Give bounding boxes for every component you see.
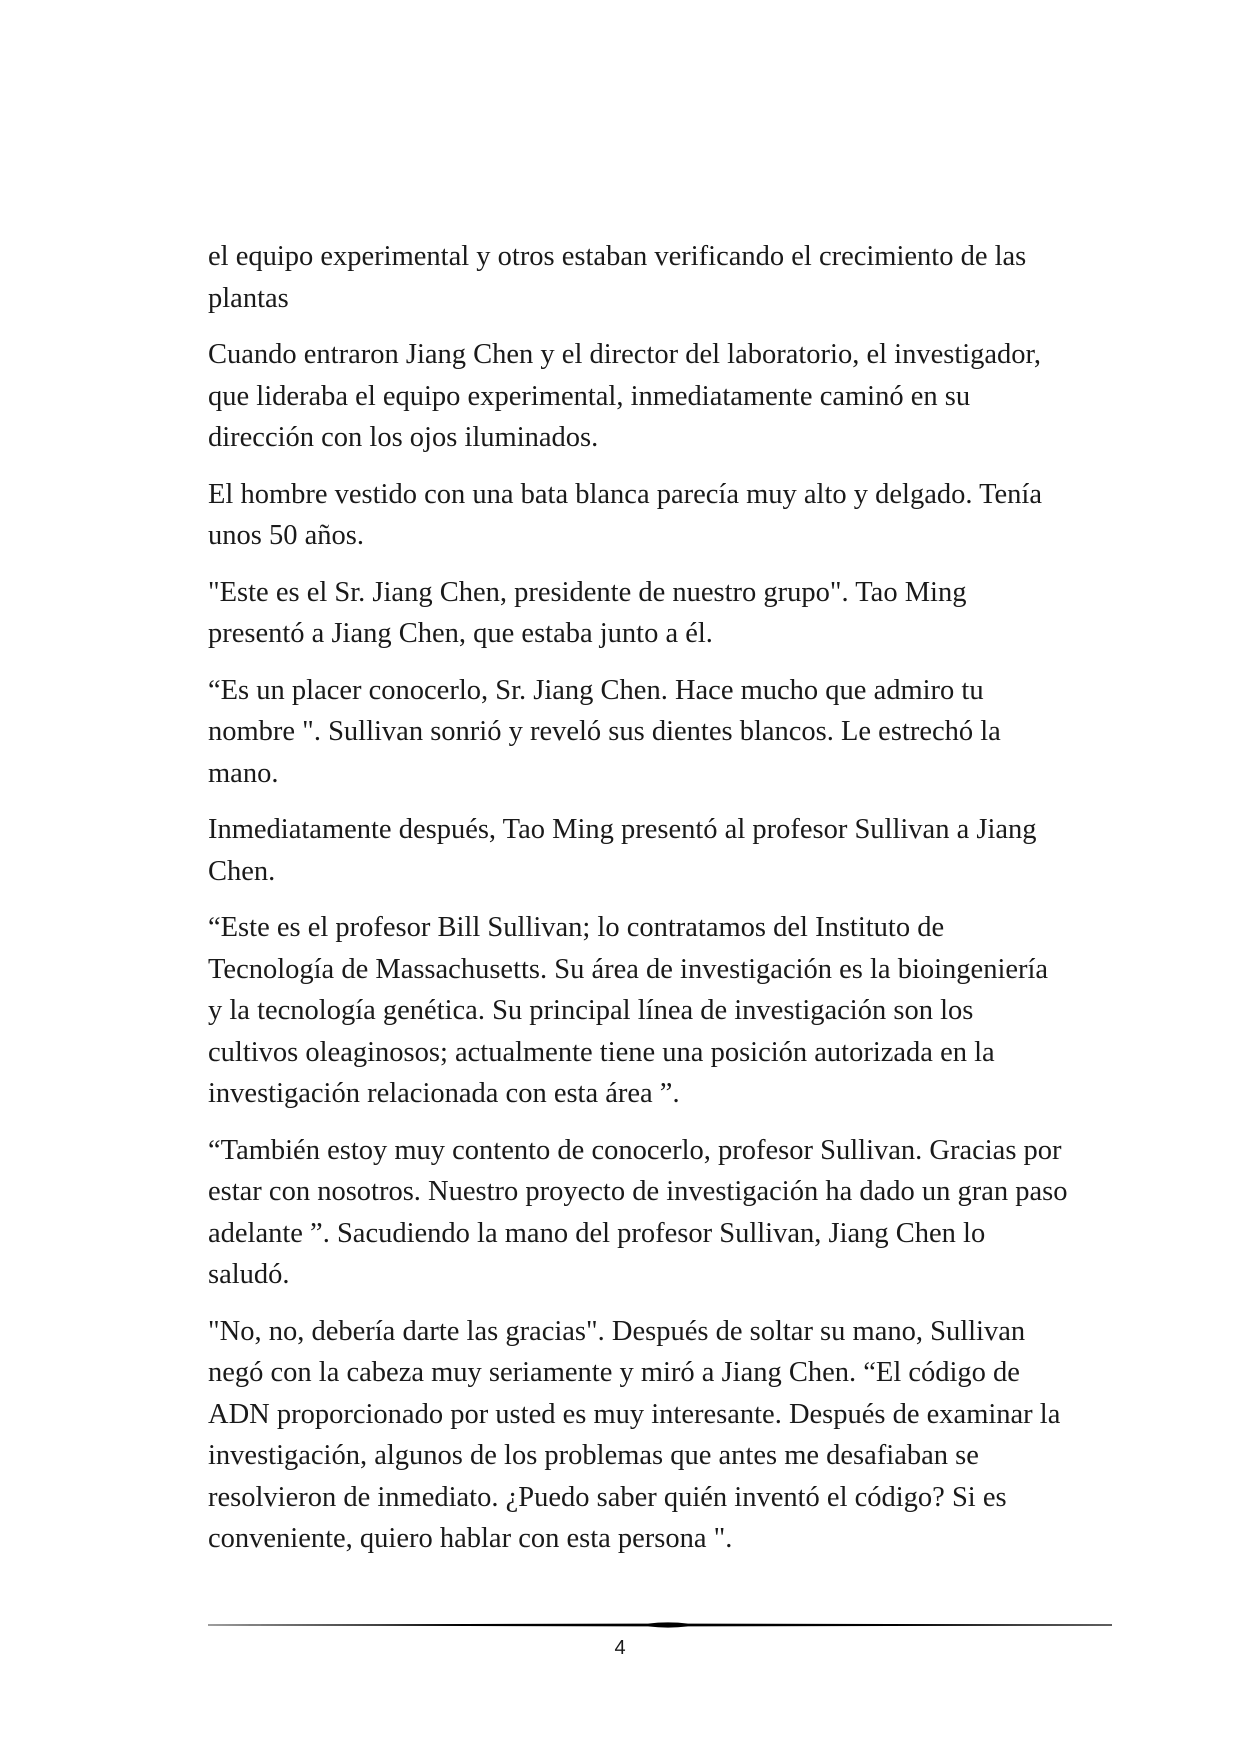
paragraph: "Este es el Sr. Jiang Chen, presidente de nuestro grupo". Tao Ming presentó a Jiang Chen, que estaba junto a él. bbox=[208, 576, 967, 649]
paragraph: “Es un placer conocerlo, Sr. Jiang Chen. Hace mucho que admiro tu nombre ". Sullivan sonrió y reveló sus dientes blancos. Le estrechó la mano. bbox=[208, 674, 1001, 789]
paragraph: Cuando entraron Jiang Chen y el director del laboratorio, el investigador, que lideraba el equipo experimental, inmediatamente caminó en su dirección con los ojos iluminados. bbox=[208, 339, 1042, 453]
footer-divider bbox=[208, 1620, 1112, 1630]
body-text bbox=[208, 236, 1068, 1575]
paragraph: “Este es el profesor Bill Sullivan; lo contratamos del Instituto de Tecnología de Massachusetts. Su área de investigación es la bioingeniería y la tecnología genética. Su principal línea de investigación son los cultivos oleaginosos; actualmente tiene una posición autorizada en la investigación relacionada con esta área ”. bbox=[208, 912, 1049, 1109]
paragraph: El hombre vestido con una bata blanca parecía muy alto y delgado. Tenía unos 50 años. bbox=[208, 478, 1042, 551]
paragraph: "No, no, debería darte las gracias". Después de soltar su mano, Sullivan negó con la cabeza muy seriamente y miró a Jiang Chen. “El código de ADN proporcionado por usted es muy interesante. Después de examinar la investigación, algunos de los problemas que antes me desafiaban se resolvieron de inmediato. ¿Puedo saber quién inventó el código? Si es conveniente, quiero hablar con esta persona ". bbox=[208, 1315, 1061, 1554]
page-number: 4 bbox=[614, 1637, 626, 1659]
paragraph: “También estoy muy contento de conocerlo, profesor Sullivan. Gracias por estar con nosotros. Nuestro proyecto de investigación ha dado un gran paso adelante ”. Sacudiendo la mano del profesor Sullivan, Jiang Chen lo saludó. bbox=[208, 1134, 1068, 1290]
paragraph: el equipo experimental y otros estaban verificando el crecimiento de las plantas bbox=[208, 241, 1027, 314]
paragraph: Inmediatamente después, Tao Ming presentó al profesor Sullivan a Jiang Chen. bbox=[208, 814, 1037, 887]
